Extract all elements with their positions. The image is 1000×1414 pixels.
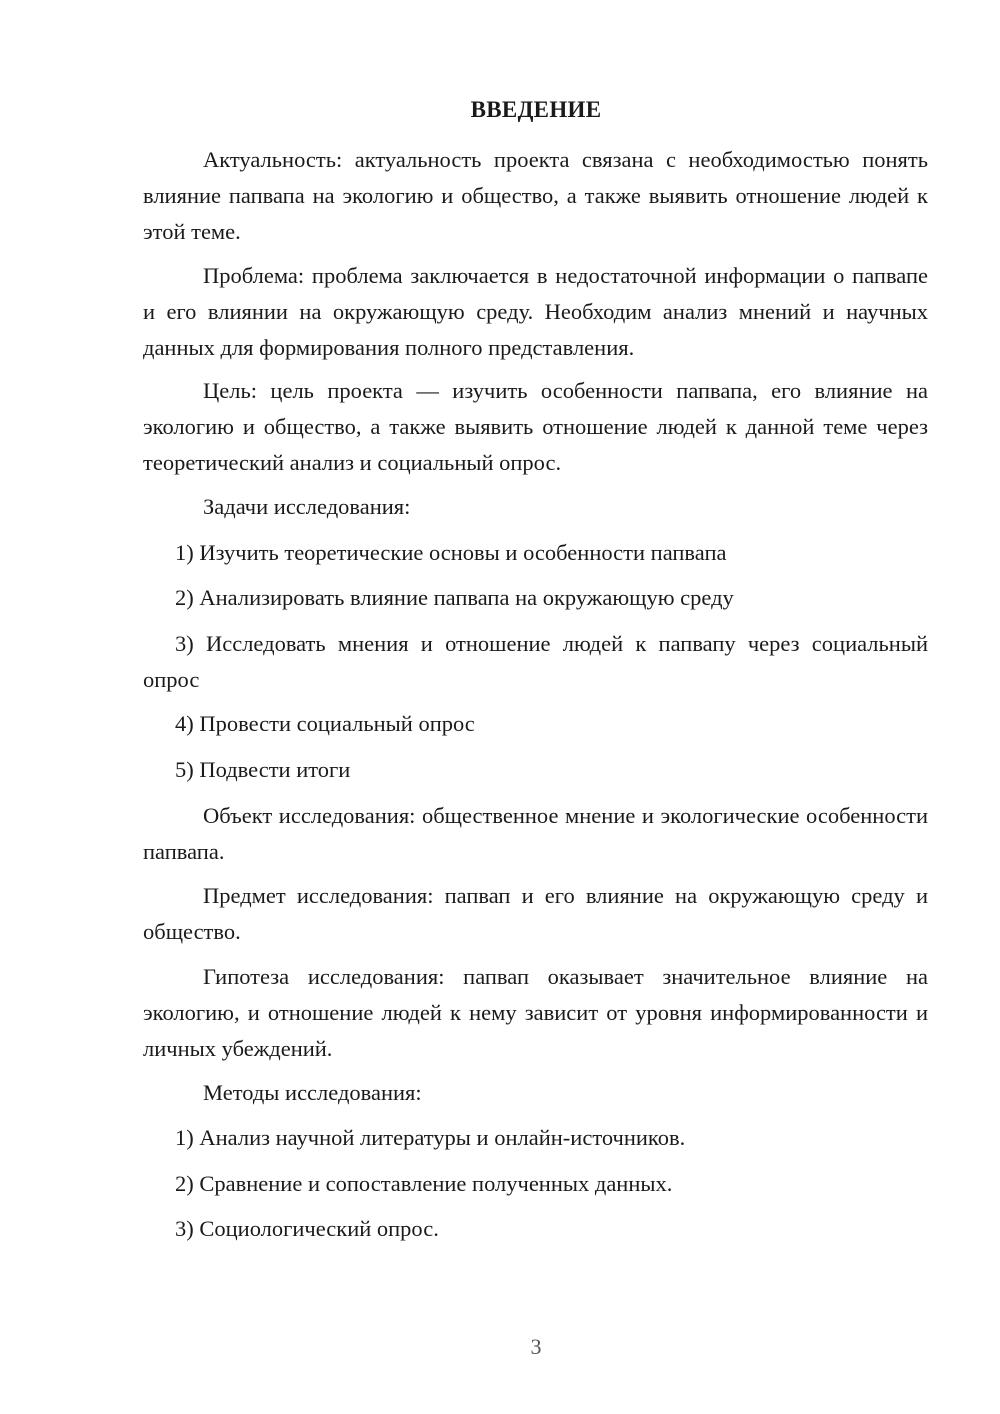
paragraph-hypothesis: Гипотеза исследования: папвап оказывает значительное влияние на экологию, и отношение людей к нему зависит от уровня информированности и личных убеждений. <box>143 964 928 1061</box>
paragraph-goal: Цель: цель проекта — изучить особенности папвапа, его влияние на экологию и общество, а также выявить отношение людей к данной теме через теоретический анализ и социальный опрос. <box>143 378 928 475</box>
method-item-1: 1) Анализ научной литературы и онлайн-источников. <box>175 1125 686 1150</box>
task-item-2: 2) Анализировать влияние папвапа на окружающую среду <box>175 585 734 610</box>
paragraph-problem: Проблема: проблема заключается в недостаточной информации о папвапе и его влиянии на окружающую среду. Необходим анализ мнений и научных данных для формирования полного представления. <box>143 263 928 360</box>
method-item-3: 3) Социологический опрос. <box>175 1216 439 1241</box>
task-item-5: 5) Подвести итоги <box>175 757 351 782</box>
method-item-2: 2) Сравнение и сопоставление полученных данных. <box>175 1171 673 1196</box>
task-item-3: 3) Исследовать мнения и отношение людей к папвапу через социальный опрос <box>143 631 928 692</box>
tasks-title: Задачи исследования: <box>203 494 411 519</box>
task-item-1: 1) Изучить теоретические основы и особенности папвапа <box>175 540 727 565</box>
task-item-4: 4) Провести социальный опрос <box>175 711 475 736</box>
paragraph-relevance: Актуальность: актуальность проекта связана с необходимостью понять влияние папвапа на экологию и общество, а также выявить отношение людей к этой теме. <box>143 147 928 244</box>
paragraph-subject: Предмет исследования: папвап и его влияние на окружающую среду и общество. <box>143 883 928 944</box>
section-heading: ВВЕДЕНИЕ <box>470 97 602 122</box>
paragraph-object: Объект исследования: общественное мнение и экологические особенности папвапа. <box>143 803 928 864</box>
methods-title: Методы исследования: <box>203 1080 422 1105</box>
page-number: 3 <box>530 1334 542 1359</box>
